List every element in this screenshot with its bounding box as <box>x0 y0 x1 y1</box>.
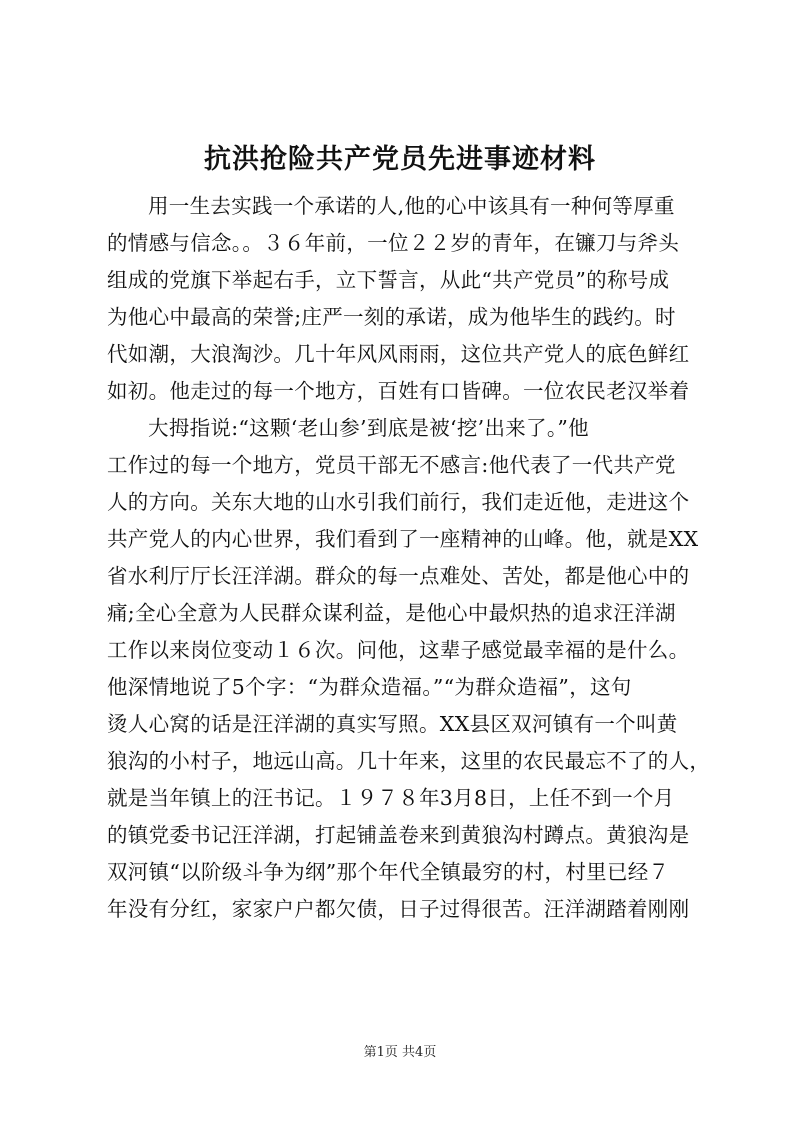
body-line: 痛;全心全意为人民群众谋利益，是他心中最炽热的追求汪洋湖 <box>107 601 676 625</box>
body-line: 工作过的每一个地方，党员干部无不感言:他代表了一代共产党 <box>107 453 676 477</box>
body-line: 如初。他走过的每一个地方，百姓有口皆碑。一位农民老汉举着 <box>107 379 690 403</box>
document-title: 抗洪抢险共产党员先进事迹材料 <box>204 144 596 175</box>
body-line: 双河镇“以阶级斗争为纲”那个年代全镇最穷的村，村里已经７ <box>107 860 670 884</box>
body-line: 大拇指说:“这颗‘老山参’到底是被‘挖’出来了。”他 <box>148 416 589 440</box>
document-body <box>107 188 711 928</box>
body-line: 就是当年镇上的汪书记。１９７８年3月8日，上任不到一个月 <box>107 786 675 810</box>
body-line: 共产党人的内心世界，我们看到了一座精神的山峰。他，就是XX <box>107 527 699 551</box>
body-line: 烫人心窝的话是汪洋湖的真实写照。XX县区双河镇有一个叫黄 <box>107 712 678 736</box>
body-line: 代如潮，大浪淘沙。几十年风风雨雨，这位共产党人的底色鲜红 <box>107 342 690 366</box>
page-number-footer: 第1页 共4页 <box>363 1045 437 1060</box>
body-line: 省水利厅厅长汪洋湖。群众的每一点难处、苦处，都是他心中的 <box>107 564 690 588</box>
body-line: 人的方向。关东大地的山水引我们前行，我们走近他，走进这个 <box>107 490 690 514</box>
body-line: 的镇党委书记汪洋湖，打起铺盖卷来到黄狼沟村蹲点。黄狼沟是 <box>107 823 690 847</box>
body-line: 的情感与信念。。３６年前，一位２２岁的青年，在镰刀与斧头 <box>107 231 680 255</box>
body-line: 为他心中最高的荣誉;庄严一刻的承诺，成为他毕生的践约。时 <box>107 305 676 329</box>
body-line: 组成的党旗下举起右手，立下誓言，从此“共产党员”的称号成 <box>107 268 670 292</box>
body-line: 狼沟的小村子，地远山高。几十年来，这里的农民最忘不了的人， <box>107 749 711 773</box>
body-line: 他深情地说了5个字：“为群众造福。”“为群众造福”，这句 <box>107 675 632 699</box>
body-line: 工作以来岗位变动１６次。问他，这辈子感觉最幸福的是什么。 <box>107 638 690 662</box>
body-line: 年没有分红，家家户户都欠债，日子过得很苦。汪洋湖踏着刚刚 <box>107 897 690 921</box>
body-line: 用一生去实践一个承诺的人,他的心中该具有一种何等厚重 <box>148 194 675 218</box>
